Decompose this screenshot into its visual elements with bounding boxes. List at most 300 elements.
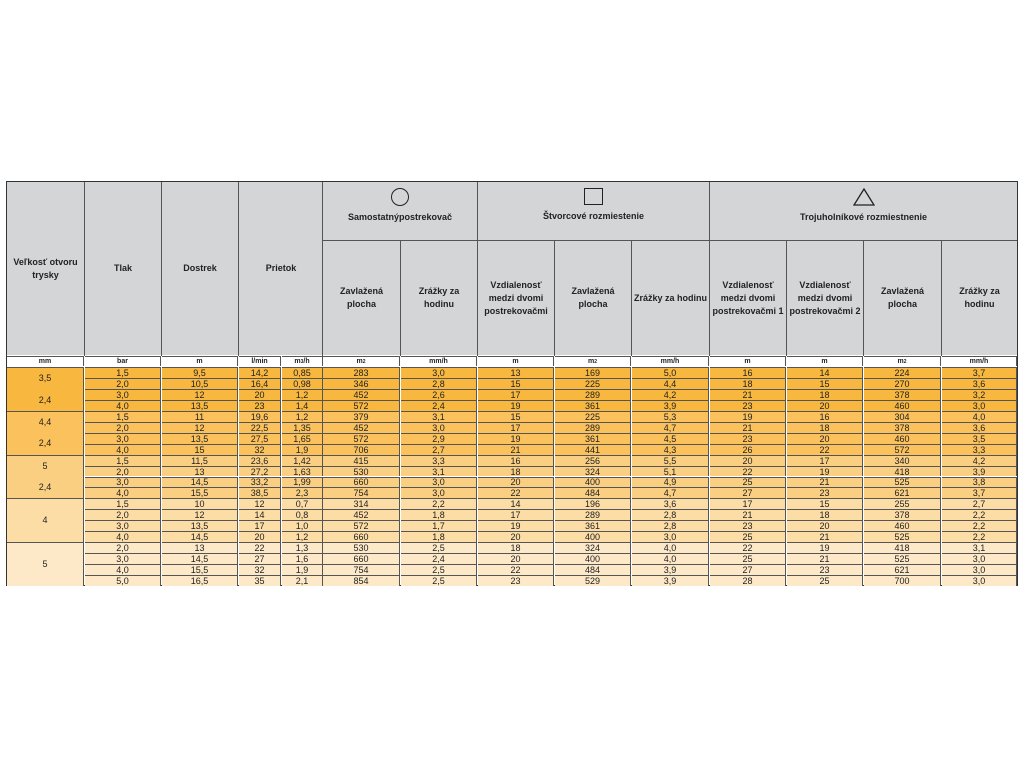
table-cell: 12 [162, 422, 238, 433]
table-cell: 20 [787, 520, 863, 531]
table-cell: 2,0 [85, 509, 161, 520]
table-cell: 3,6 [942, 422, 1017, 433]
table-cell: 17 [787, 455, 863, 466]
table-cell: 16,4 [239, 378, 281, 389]
table-cell: 9,5 [162, 367, 238, 378]
table-cell: 225 [555, 411, 631, 422]
header-single-sprinkler [323, 182, 477, 240]
table-cell: 3,0 [401, 477, 477, 488]
table-cell: 1,2 [282, 411, 323, 422]
table-cell: 418 [864, 542, 941, 553]
table-cell: 20 [478, 553, 554, 564]
table-cell: 20 [478, 531, 554, 542]
table-cell: 530 [323, 466, 400, 477]
table-cell: 3,7 [942, 367, 1017, 378]
nozzle-size-label: 4 [42, 515, 48, 526]
table-cell: 4,0 [632, 542, 709, 553]
table-cell: 4,0 [85, 444, 161, 455]
table-cell: 4,0 [942, 411, 1017, 422]
table-cell: 4,4 [632, 378, 709, 389]
table-cell: 3,6 [942, 378, 1017, 389]
nozzle-size-label: 3,5 [38, 373, 52, 384]
table-cell: 169 [555, 367, 631, 378]
table-cell: 21 [787, 531, 863, 542]
table-cell: 16 [710, 367, 786, 378]
table-cell: 23 [239, 400, 281, 411]
nozzle-size-label: 2,4 [38, 394, 52, 405]
table-cell: 15 [478, 411, 554, 422]
table-cell: 4,0 [85, 564, 161, 575]
table-cell: 17 [710, 498, 786, 509]
table-cell: 289 [555, 509, 631, 520]
table-cell: 1,5 [85, 367, 161, 378]
table-cell: 27 [239, 553, 281, 564]
table-cell: 1,5 [85, 411, 161, 422]
table-cell: 15 [787, 498, 863, 509]
table-cell: 289 [555, 389, 631, 400]
table-cell: 3,1 [401, 466, 477, 477]
table-cell: 400 [555, 477, 631, 488]
table-cell: 4,0 [85, 531, 161, 542]
table-cell: 21 [710, 389, 786, 400]
table-cell: 15 [787, 378, 863, 389]
table-cell: 3,0 [942, 575, 1017, 586]
header-square-title: Štvorcové rozmiestenie [542, 211, 645, 221]
table-cell: 2,9 [401, 433, 477, 444]
table-cell: 14,5 [162, 531, 238, 542]
table-cell: 20 [239, 531, 281, 542]
table-cell: 11 [162, 411, 238, 422]
table-cell: 13 [162, 466, 238, 477]
unit-cell: m [478, 356, 554, 366]
table-cell: 361 [555, 433, 631, 444]
nozzle-group-cell [7, 455, 84, 499]
table-cell: 3,0 [401, 487, 477, 498]
unit-cell: m [162, 356, 238, 366]
table-cell: 21 [787, 477, 863, 488]
nozzle-group-cell [7, 411, 84, 455]
table-cell: 14 [478, 498, 554, 509]
table-cell: 2,0 [85, 422, 161, 433]
table-cell: 400 [555, 553, 631, 564]
table-cell: 18 [478, 466, 554, 477]
unit-cell: m 3 /h [282, 356, 323, 366]
table-cell: 460 [864, 520, 941, 531]
table-cell: 3,0 [401, 422, 477, 433]
table-cell: 3,0 [632, 531, 709, 542]
table-cell: 289 [555, 422, 631, 433]
header-range: Dostrek [162, 182, 238, 355]
table-cell: 460 [864, 400, 941, 411]
table-cell: 3,0 [85, 433, 161, 444]
table-cell: 18 [710, 378, 786, 389]
table-cell: 4,0 [632, 553, 709, 564]
table-cell: 14 [239, 509, 281, 520]
table-cell: 27 [710, 564, 786, 575]
table-cell: 16 [478, 455, 554, 466]
table-cell: 25 [787, 575, 863, 586]
table-cell: 5,3 [632, 411, 709, 422]
table-cell: 256 [555, 455, 631, 466]
unit-cell: mm/h [942, 356, 1017, 366]
table-cell: 400 [555, 531, 631, 542]
table-cell: 13 [162, 542, 238, 553]
table-cell: 452 [323, 509, 400, 520]
table-cell: 3,0 [942, 400, 1017, 411]
table-cell: 452 [323, 422, 400, 433]
table-cell: 5,0 [632, 367, 709, 378]
unit-cell: m [710, 356, 786, 366]
table-cell: 3,2 [942, 389, 1017, 400]
table-cell: 2,1 [282, 575, 323, 586]
table-cell: 3,8 [942, 477, 1017, 488]
table-cell: 2,6 [401, 389, 477, 400]
header-pressure: Tlak [85, 182, 161, 355]
table-cell: 14,2 [239, 367, 281, 378]
table-cell: 4,0 [85, 400, 161, 411]
column-divider [84, 182, 85, 356]
table-cell: 0,7 [282, 498, 323, 509]
table-cell: 1,4 [282, 400, 323, 411]
table-cell: 5,5 [632, 455, 709, 466]
table-cell: 15,5 [162, 564, 238, 575]
table-cell: 361 [555, 400, 631, 411]
table-cell: 1,42 [282, 455, 323, 466]
unit-cell: bar [85, 356, 161, 366]
unit-cell: mm [7, 356, 84, 366]
table-cell: 379 [323, 411, 400, 422]
table-cell: 2,4 [401, 400, 477, 411]
table-cell: 2,8 [401, 378, 477, 389]
table-cell: 12 [162, 389, 238, 400]
table-cell: 14 [787, 367, 863, 378]
table-cell: 15,5 [162, 487, 238, 498]
table-cell: 33,2 [239, 477, 281, 488]
subheader-square-rain: Zrážky za hodinu [632, 241, 709, 355]
table-cell: 19 [478, 400, 554, 411]
table-cell: 1,99 [282, 477, 323, 488]
table-cell: 3,0 [85, 520, 161, 531]
table-cell: 38,5 [239, 487, 281, 498]
table-cell: 23 [710, 433, 786, 444]
table-cell: 1,0 [282, 520, 323, 531]
unit-cell: m 2 [323, 356, 400, 366]
table-cell: 3,3 [942, 444, 1017, 455]
table-cell: 10,5 [162, 378, 238, 389]
table-cell: 415 [323, 455, 400, 466]
subcolumn-divider [941, 241, 942, 356]
header-square-layout [478, 182, 709, 240]
table-cell: 19 [478, 520, 554, 531]
table-cell: 378 [864, 509, 941, 520]
table-cell: 854 [323, 575, 400, 586]
table-cell: 4,2 [942, 455, 1017, 466]
table-cell: 3,0 [85, 389, 161, 400]
table-cell: 1,63 [282, 466, 323, 477]
table-cell: 12 [239, 498, 281, 509]
table-cell: 621 [864, 487, 941, 498]
table-cell: 22,5 [239, 422, 281, 433]
table-cell: 11,5 [162, 455, 238, 466]
subheader-triangle-rain: Zrážky za hodinu [942, 241, 1017, 355]
nozzle-size-label: 4,4 [38, 416, 52, 427]
table-cell: 660 [323, 553, 400, 564]
table-cell: 3,0 [85, 477, 161, 488]
table-cell: 3,1 [401, 411, 477, 422]
subheader-triangle-distance-1: Vzdialenosť medzi dvomi postrekovačmi 1 [710, 241, 786, 355]
table-cell: 441 [555, 444, 631, 455]
group-header-divider [323, 240, 1017, 241]
table-cell: 23 [787, 487, 863, 498]
table-cell: 12 [162, 509, 238, 520]
table-cell: 18 [787, 509, 863, 520]
table-cell: 2,7 [401, 444, 477, 455]
subcolumn-divider [554, 241, 555, 356]
table-cell: 22 [710, 466, 786, 477]
table-cell: 3,0 [942, 553, 1017, 564]
nozzle-group-cell [7, 498, 84, 542]
table-cell: 15 [478, 378, 554, 389]
table-cell: 700 [864, 575, 941, 586]
table-cell: 20 [478, 477, 554, 488]
table-cell: 0,85 [282, 367, 323, 378]
circle-icon [391, 188, 409, 206]
table-cell: 3,0 [85, 553, 161, 564]
table-cell: 22 [710, 542, 786, 553]
header-flow: Prietok [239, 182, 323, 355]
table-cell: 3,5 [942, 433, 1017, 444]
unit-cell: l/min [239, 356, 281, 366]
table-cell: 572 [864, 444, 941, 455]
table-cell: 3,9 [632, 564, 709, 575]
table-cell: 16 [787, 411, 863, 422]
unit-cell: mm/h [632, 356, 709, 366]
header-triangle-title: Trojuholníkové rozmiestnenie [799, 212, 928, 222]
table-cell: 26 [710, 444, 786, 455]
table-cell: 16,5 [162, 575, 238, 586]
column-divider [322, 182, 323, 356]
subheader-square-area: Zavlažená plocha [555, 241, 631, 355]
table-cell: 19,6 [239, 411, 281, 422]
table-cell: 2,5 [401, 564, 477, 575]
square-icon [584, 188, 603, 205]
table-cell: 1,3 [282, 542, 323, 553]
table-cell: 225 [555, 378, 631, 389]
table-cell: 525 [864, 477, 941, 488]
table-cell: 484 [555, 564, 631, 575]
table-cell: 23 [787, 564, 863, 575]
table-cell: 525 [864, 531, 941, 542]
table-cell: 2,0 [85, 378, 161, 389]
table-cell: 20 [239, 389, 281, 400]
table-cell: 572 [323, 400, 400, 411]
table-cell: 460 [864, 433, 941, 444]
table-cell: 15 [162, 444, 238, 455]
table-cell: 27 [710, 487, 786, 498]
table-cell: 5,0 [85, 575, 161, 586]
table-cell: 13,5 [162, 520, 238, 531]
table-cell: 706 [323, 444, 400, 455]
table-cell: 4,7 [632, 422, 709, 433]
table-cell: 346 [323, 378, 400, 389]
subcolumn-divider [863, 241, 864, 356]
table-cell: 14,5 [162, 477, 238, 488]
table-cell: 1,5 [85, 498, 161, 509]
nozzle-size-label: 2,4 [38, 438, 52, 449]
table-cell: 25 [710, 553, 786, 564]
table-cell: 1,8 [401, 531, 477, 542]
table-cell: 660 [323, 531, 400, 542]
table-cell: 21 [710, 422, 786, 433]
table-cell: 2,0 [85, 466, 161, 477]
table-cell: 452 [323, 389, 400, 400]
table-cell: 27,2 [239, 466, 281, 477]
table-cell: 22 [478, 487, 554, 498]
table-cell: 572 [323, 433, 400, 444]
table-cell: 20 [787, 433, 863, 444]
table-cell: 530 [323, 542, 400, 553]
subheader-single-area: Zavlažená plocha [323, 241, 400, 355]
table-cell: 2,8 [632, 520, 709, 531]
table-cell: 3,9 [632, 400, 709, 411]
column-divider [238, 182, 239, 356]
subheader-single-rain: Zrážky za hodinu [401, 241, 477, 355]
table-cell: 21 [710, 509, 786, 520]
table-cell: 18 [478, 542, 554, 553]
table-cell: 3,7 [942, 487, 1017, 498]
table-cell: 0,8 [282, 509, 323, 520]
table-cell: 4,3 [632, 444, 709, 455]
table-cell: 2,7 [942, 498, 1017, 509]
table-cell: 2,2 [942, 531, 1017, 542]
table-cell: 1,9 [282, 564, 323, 575]
table-cell: 22 [478, 564, 554, 575]
table-cell: 19 [787, 542, 863, 553]
table-cell: 3,6 [632, 498, 709, 509]
table-cell: 4,2 [632, 389, 709, 400]
table-cell: 25 [710, 477, 786, 488]
table-cell: 25 [710, 531, 786, 542]
table-cell: 23 [710, 400, 786, 411]
table-cell: 20 [787, 400, 863, 411]
table-cell: 17 [478, 389, 554, 400]
subheader-triangle-area: Zavlažená plocha [864, 241, 941, 355]
table-cell: 1,2 [282, 531, 323, 542]
table-cell: 224 [864, 367, 941, 378]
table-cell: 1,5 [85, 455, 161, 466]
table-cell: 484 [555, 487, 631, 498]
table-cell: 3,3 [401, 455, 477, 466]
table-cell: 660 [323, 477, 400, 488]
header-nozzle-size: Veľkosť otvoru trysky [7, 182, 84, 355]
table-cell: 304 [864, 411, 941, 422]
subheader-triangle-distance-2: Vzdialenosť medzi dvomi postrekovačmi 2 [787, 241, 863, 355]
table-cell: 3,0 [401, 367, 477, 378]
table-cell: 21 [478, 444, 554, 455]
subcolumn-divider [786, 241, 787, 356]
table-cell: 4,5 [632, 433, 709, 444]
column-divider [709, 182, 710, 356]
column-divider [477, 182, 478, 356]
table-cell: 28 [710, 575, 786, 586]
table-cell: 3,0 [942, 564, 1017, 575]
table-cell: 22 [239, 542, 281, 553]
header-single-title: Samostatnýpostrekovač [347, 212, 453, 222]
table-cell: 1,35 [282, 422, 323, 433]
unit-cell: m 2 [864, 356, 941, 366]
table-cell: 1,9 [282, 444, 323, 455]
table-cell: 13,5 [162, 433, 238, 444]
table-cell: 572 [323, 520, 400, 531]
table-cell: 324 [555, 466, 631, 477]
table-cell: 2,0 [85, 542, 161, 553]
table-cell: 18 [787, 422, 863, 433]
nozzle-group-cell [7, 367, 84, 411]
table-cell: 1,2 [282, 389, 323, 400]
table-cell: 2,5 [401, 542, 477, 553]
column-divider [161, 182, 162, 356]
table-cell: 1,8 [401, 509, 477, 520]
table-cell: 17 [239, 520, 281, 531]
table-cell: 19 [478, 433, 554, 444]
table-cell: 529 [555, 575, 631, 586]
unit-cell: mm/h [401, 356, 477, 366]
table-cell: 20 [710, 455, 786, 466]
table-cell: 35 [239, 575, 281, 586]
table-cell: 2,2 [401, 498, 477, 509]
table-cell: 2,5 [401, 575, 477, 586]
unit-cell: m [787, 356, 863, 366]
table-cell: 10 [162, 498, 238, 509]
nozzle-group-cell [7, 542, 84, 586]
subcolumn-divider [631, 241, 632, 356]
table-cell: 14,5 [162, 553, 238, 564]
table-cell: 1,65 [282, 433, 323, 444]
table-cell: 23,6 [239, 455, 281, 466]
table-cell: 5,1 [632, 466, 709, 477]
table-cell: 754 [323, 487, 400, 498]
nozzle-size-label: 5 [42, 460, 48, 471]
table-cell: 4,0 [85, 487, 161, 498]
subcolumn-divider [400, 241, 401, 356]
table-cell: 19 [710, 411, 786, 422]
table-cell: 2,4 [401, 553, 477, 564]
table-cell: 3,9 [942, 466, 1017, 477]
table-cell: 2,2 [942, 520, 1017, 531]
table-cell: 17 [478, 509, 554, 520]
table-cell: 754 [323, 564, 400, 575]
table-cell: 4,9 [632, 477, 709, 488]
nozzle-size-label: 5 [42, 559, 48, 570]
table-cell: 23 [710, 520, 786, 531]
table-cell: 361 [555, 520, 631, 531]
table-cell: 314 [323, 498, 400, 509]
table-cell: 2,2 [942, 509, 1017, 520]
table-cell: 1,7 [401, 520, 477, 531]
table-cell: 283 [323, 367, 400, 378]
table-cell: 17 [478, 422, 554, 433]
table-cell: 1,6 [282, 553, 323, 564]
table-cell: 3,1 [942, 542, 1017, 553]
table-cell: 270 [864, 378, 941, 389]
table-cell: 418 [864, 466, 941, 477]
table-cell: 32 [239, 564, 281, 575]
table-cell: 3,9 [632, 575, 709, 586]
table-cell: 22 [787, 444, 863, 455]
triangle-icon [853, 188, 875, 206]
unit-cell: m 2 [555, 356, 631, 366]
table-cell: 32 [239, 444, 281, 455]
